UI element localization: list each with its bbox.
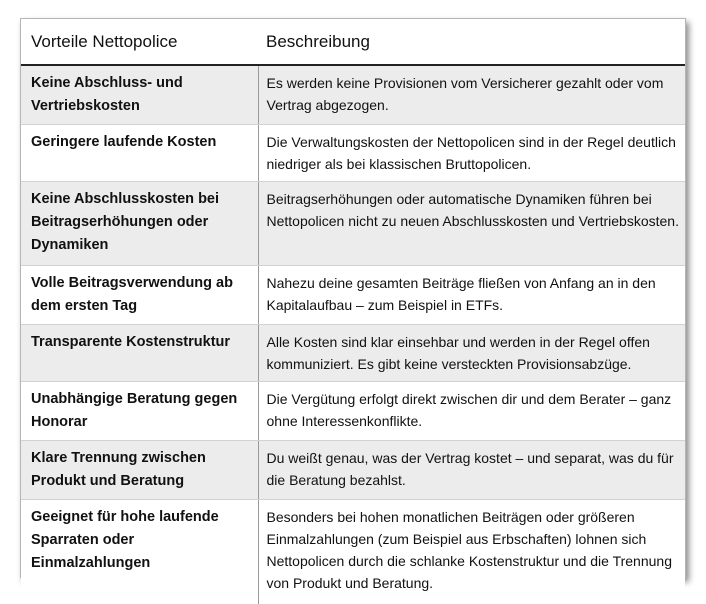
table-frame: [20, 18, 686, 591]
table-row: [21, 500, 685, 604]
table-row: [21, 125, 685, 182]
row-description: Es werden keine Provisionen vom Versicherer gezahlt oder vom Vertrag abgezogen.: [258, 65, 685, 125]
row-description: Nahezu deine gesamten Beiträge fließen von Anfang an in den Kapitalaufbau – zum Beispiel in ETFs.: [258, 266, 685, 325]
row-title: Transparente Kostenstruktur: [21, 325, 258, 382]
row-title: Geringere laufende Kosten: [21, 125, 258, 182]
row-description: Die Vergütung erfolgt direkt zwischen dir und dem Berater – ganz ohne Interessenkonflikte.: [258, 382, 685, 441]
row-description: Besonders bei hohen monatlichen Beiträgen oder größeren Einmalzahlungen (zum Beispiel aus Erbschaften) lohnen sich Nettopolicen durch die schlanke Kostenstruktur und die Trennung von Produkt und Beratung.: [258, 500, 685, 604]
table-row: [21, 182, 685, 266]
row-title: Geeignet für hohe laufende Sparraten oder Einmalzahlungen: [21, 500, 258, 604]
row-description: Beitragserhöhungen oder automatische Dynamiken führen bei Nettopolicen nicht zu neuen Abschlusskosten und Vertriebskosten.: [258, 182, 685, 266]
row-description: Die Verwaltungskosten der Nettopolicen sind in der Regel deutlich niedriger als bei klassischen Bruttopolicen.: [258, 125, 685, 182]
row-title: Keine Abschluss- und Vertriebskosten: [21, 65, 258, 125]
header-advantages: Vorteile Nettopolice: [21, 19, 258, 65]
row-description: Alle Kosten sind klar einsehbar und werden in der Regel offen kommuniziert. Es gibt keine versteckten Provisionsabzüge.: [258, 325, 685, 382]
table-row: [21, 325, 685, 382]
table-header-row: [21, 19, 685, 65]
row-title: Unabhängige Beratung gegen Honorar: [21, 382, 258, 441]
table-row: [21, 65, 685, 125]
row-title: Klare Trennung zwischen Produkt und Beratung: [21, 441, 258, 500]
table-row: [21, 382, 685, 441]
table-row: [21, 266, 685, 325]
row-title: Volle Beitragsverwendung ab dem ersten Tag: [21, 266, 258, 325]
table-row: [21, 441, 685, 500]
row-title: Keine Abschlusskosten bei Beitragserhöhungen oder Dynamiken: [21, 182, 258, 266]
row-description: Du weißt genau, was der Vertrag kostet – und separat, was du für die Beratung bezahlst.: [258, 441, 685, 500]
comparison-table: [21, 19, 685, 604]
header-description: Beschreibung: [258, 19, 685, 65]
